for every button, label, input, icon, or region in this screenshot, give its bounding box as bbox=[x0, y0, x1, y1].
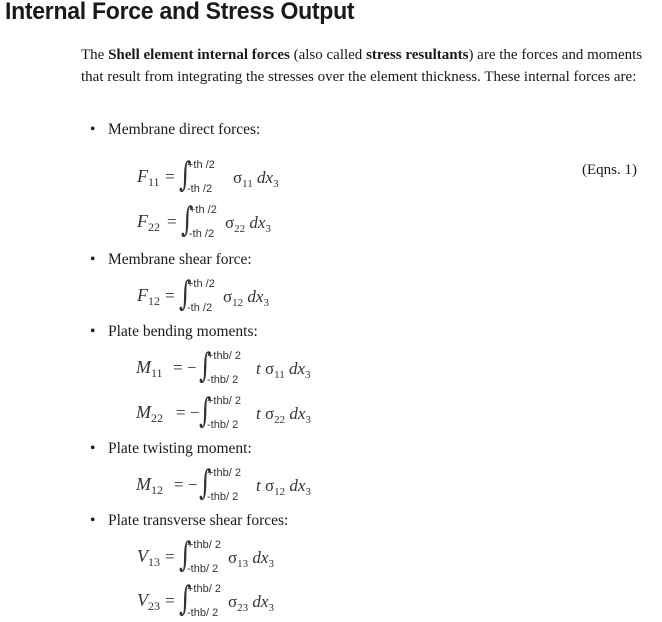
page-title: Internal Force and Stress Output bbox=[5, 0, 355, 25]
equation-sign: = bbox=[165, 286, 175, 305]
equation-sign: = bbox=[165, 167, 175, 186]
equation-sign: = bbox=[165, 547, 175, 566]
equation-integrand: $\sigma_{13}$ $dx_3$ bbox=[228, 548, 274, 570]
integral-icon: ∫ bbox=[179, 579, 192, 619]
equation-m22 bbox=[136, 391, 336, 434]
integral-upper-limit: +th /2 bbox=[187, 159, 215, 171]
integral-lower-limit: -thb/ 2 bbox=[187, 563, 219, 575]
equation-lhs: $M_{11}$ bbox=[136, 357, 163, 380]
equation-f12 bbox=[137, 274, 297, 317]
equation-integrand: $\sigma_{23}$ $dx_3$ bbox=[228, 592, 274, 614]
equation-v23 bbox=[137, 579, 317, 622]
bullet-dot: • bbox=[90, 323, 96, 340]
integral-icon: ∫ bbox=[179, 274, 192, 314]
equation-lhs: $F_{12}$ bbox=[137, 285, 160, 308]
integral-upper-limit: +thb/ 2 bbox=[207, 467, 241, 479]
equation-integrand: t $\sigma_{11}$ $dx_3$ bbox=[256, 359, 311, 381]
bullet-transverse-shear bbox=[90, 512, 288, 530]
equation-sign: = − bbox=[174, 475, 198, 494]
intro-bold-term-2: stress resultants bbox=[366, 47, 469, 63]
integral-lower-limit: -th /2 bbox=[187, 183, 213, 195]
bullet-dot: • bbox=[90, 121, 96, 138]
equation-lhs: $F_{11}$ bbox=[137, 166, 160, 189]
equation-m11 bbox=[136, 346, 336, 389]
intro-text-2: (also called bbox=[289, 47, 367, 63]
integral-upper-limit: +thb/ 2 bbox=[187, 583, 221, 595]
bullet-label: Membrane shear force: bbox=[108, 251, 252, 268]
equation-f11 bbox=[137, 155, 297, 198]
bullet-plate-bending bbox=[90, 323, 258, 341]
integral-lower-limit: -th /2 bbox=[189, 228, 215, 240]
equation-f22 bbox=[137, 200, 297, 243]
integral-icon: ∫ bbox=[199, 391, 212, 431]
equation-lhs: $V_{13}$ bbox=[137, 546, 160, 569]
equation-integrand: t $\sigma_{22}$ $dx_3$ bbox=[256, 404, 311, 426]
bullet-membrane-shear bbox=[90, 251, 252, 269]
integral-lower-limit: -thb/ 2 bbox=[207, 419, 239, 431]
equation-integrand: $\sigma_{22}$ $dx_3$ bbox=[225, 213, 271, 235]
intro-bold-term-1: Shell element internal forces bbox=[108, 47, 290, 63]
bullet-label: Plate bending moments: bbox=[108, 323, 258, 340]
equation-lhs: $F_{22}$ bbox=[137, 211, 160, 234]
integral-icon: ∫ bbox=[199, 346, 212, 386]
bullet-dot: • bbox=[90, 251, 96, 268]
integral-lower-limit: -thb/ 2 bbox=[207, 374, 239, 386]
integral-icon: ∫ bbox=[179, 155, 192, 195]
equation-integrand: $\sigma_{11}$ $dx_3$ bbox=[233, 168, 279, 190]
integral-upper-limit: +thb/ 2 bbox=[187, 539, 221, 551]
integral-upper-limit: +thb/ 2 bbox=[207, 395, 241, 407]
equation-integrand: $\sigma_{12}$ $dx_3$ bbox=[223, 287, 269, 309]
equation-reference: (Eqns. 1) bbox=[582, 162, 637, 178]
bullet-label: Membrane direct forces: bbox=[108, 121, 261, 138]
integral-upper-limit: +thb/ 2 bbox=[207, 350, 241, 362]
integral-icon: ∫ bbox=[199, 463, 212, 503]
bullet-label: Plate transverse shear forces: bbox=[108, 512, 289, 529]
equation-sign: = bbox=[167, 212, 177, 231]
equation-v13 bbox=[137, 535, 317, 578]
integral-lower-limit: -thb/ 2 bbox=[187, 607, 219, 619]
equation-sign: = − bbox=[173, 358, 197, 377]
integral-lower-limit: -thb/ 2 bbox=[207, 491, 239, 503]
equation-lhs: $M_{22}$ bbox=[136, 402, 163, 425]
bullet-plate-twisting bbox=[90, 440, 252, 458]
equation-sign: = − bbox=[176, 403, 200, 422]
equation-m12 bbox=[136, 463, 336, 506]
integral-icon: ∫ bbox=[179, 535, 192, 575]
integral-upper-limit: +th /2 bbox=[187, 278, 215, 290]
integral-upper-limit: +th /2 bbox=[189, 204, 217, 216]
bullet-label: Plate twisting moment: bbox=[108, 440, 252, 457]
integral-icon: ∫ bbox=[181, 200, 194, 240]
intro-paragraph bbox=[81, 44, 656, 88]
bullet-dot: • bbox=[90, 512, 96, 529]
intro-text-1: The bbox=[81, 47, 109, 63]
integral-lower-limit: -th /2 bbox=[187, 302, 213, 314]
equation-lhs: $V_{23}$ bbox=[137, 590, 160, 613]
intro-text-3: ) are the forces and moments that result from integrating the stresses over the element thickness. These internal forces are: bbox=[81, 47, 643, 85]
bullet-membrane-direct bbox=[90, 121, 260, 139]
bullet-dot: • bbox=[90, 440, 96, 457]
equation-integrand: t $\sigma_{12}$ $dx_3$ bbox=[256, 476, 311, 498]
equation-lhs: $M_{12}$ bbox=[136, 474, 163, 497]
equation-sign: = bbox=[165, 591, 175, 610]
